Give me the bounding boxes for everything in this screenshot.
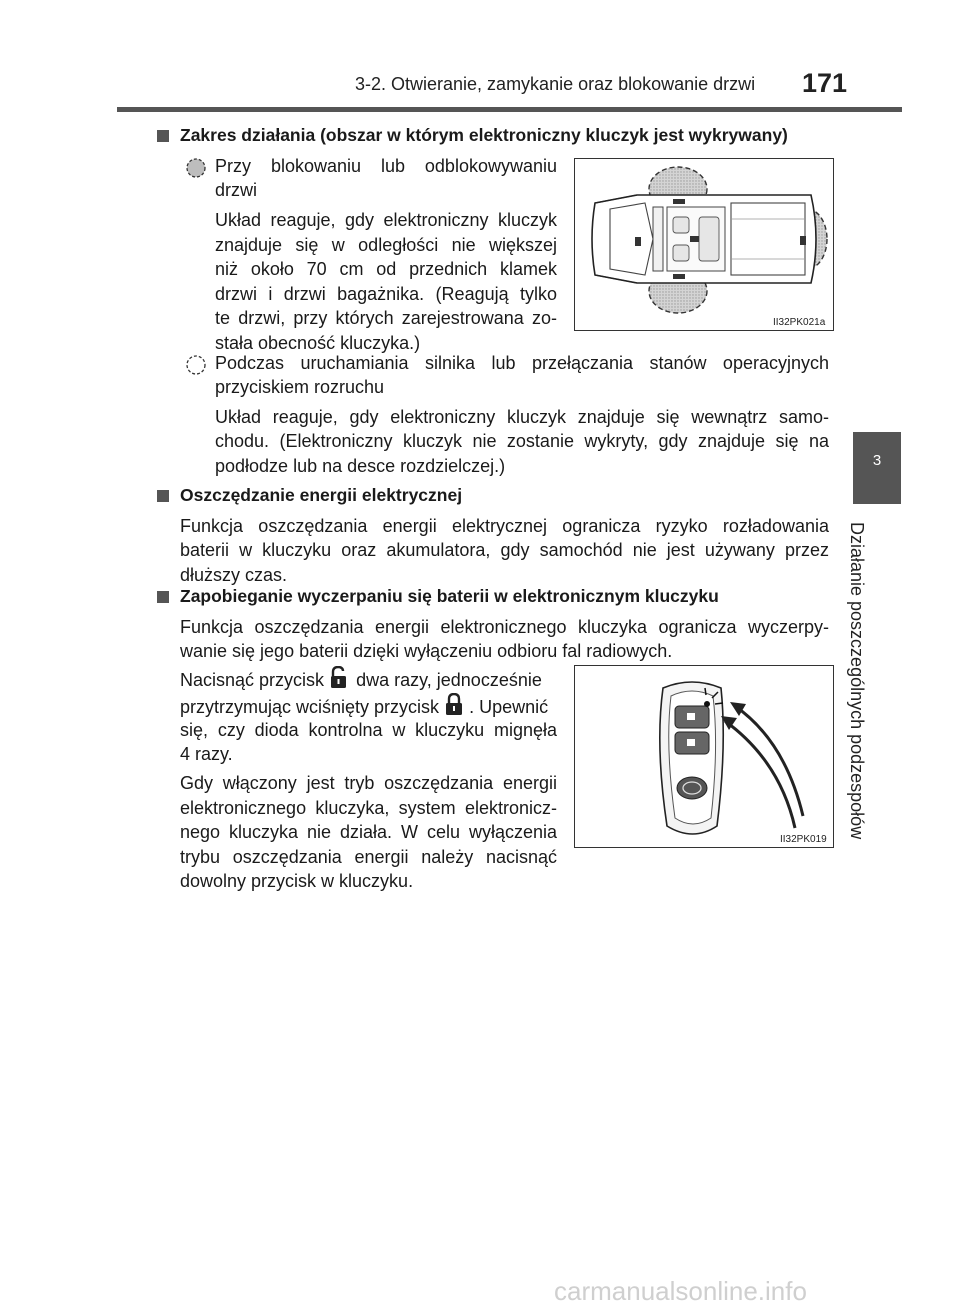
section-title: 3-2. Otwieranie, zamykanie oraz blokowanie drzwi bbox=[355, 74, 756, 94]
chapter-title: Działanie poszczególnych podzespołów bbox=[847, 522, 867, 840]
item1-body-line: stała obecność kluczyka.) bbox=[215, 333, 421, 353]
instruction-line: się, czy dioda kontrolna w kluczyku mignęła bbox=[180, 720, 557, 740]
instruction-line bbox=[180, 666, 560, 693]
electronic-key-illustration bbox=[575, 666, 832, 846]
circle-bullet-icon bbox=[185, 354, 207, 376]
vehicle-top-view-illustration bbox=[575, 159, 832, 329]
item2-body-line: chodu. (Elektroniczny kluczyk nie zostanie wykryty, gdy znajduje się na bbox=[215, 431, 829, 451]
range-heading: Zakres działania (obszar w którym elektroniczny kluczyk jest wykrywany) bbox=[180, 125, 788, 145]
circle-bullet-icon bbox=[185, 157, 207, 179]
item2-title-line1: Podczas uruchamiania silnika lub przełączania stanów operacyjnych bbox=[215, 353, 829, 373]
note-line: dowolny przycisk w kluczyku. bbox=[180, 871, 414, 891]
unlock-icon bbox=[329, 666, 351, 690]
chapter-tab bbox=[853, 432, 901, 504]
square-bullet bbox=[157, 591, 169, 603]
energy-saving-body: Funkcja oszczędzania energii elektrycznej ogranicza ryzyko rozładowania bbox=[180, 516, 829, 536]
item1-body-line: drzwi i drzwi bagażnika. (Reagują tylko bbox=[215, 284, 557, 304]
note-line: elektronicznego kluczyka, system elektronicz- bbox=[180, 798, 557, 818]
lock-icon bbox=[444, 693, 464, 717]
square-bullet bbox=[157, 130, 169, 142]
page-number: 171 bbox=[802, 68, 848, 98]
instruction-text: dwa razy, jednocześnie bbox=[356, 670, 542, 690]
figure-code: II32PK021a bbox=[773, 317, 826, 328]
item1-title-line1: Przy blokowaniu lub odblokowywaniu bbox=[215, 156, 557, 176]
key-battery-body: Funkcja oszczędzania energii elektronicznego kluczyka ogranicza wyczerpy- bbox=[180, 617, 829, 637]
note-line: Gdy włączony jest tryb oszczędzania energii bbox=[180, 773, 557, 793]
instruction-text: . Upewnić bbox=[469, 697, 549, 717]
square-bullet bbox=[157, 490, 169, 502]
chapter-number: 3 bbox=[872, 452, 882, 469]
instruction-line bbox=[180, 693, 560, 720]
key-fob-figure bbox=[574, 665, 834, 848]
item2-body-line: podłodze lub na desce rozdzielczej.) bbox=[215, 456, 506, 476]
energy-saving-body: baterii w kluczyku oraz akumulatora, gdy samochód nie jest używany przez bbox=[180, 540, 829, 560]
watermark: carmanualsonline.info bbox=[554, 1276, 807, 1306]
note-line: nego kluczyka nie działa. W celu wyłączenia bbox=[180, 822, 557, 842]
item1-body-line: Układ reaguje, gdy elektroniczny kluczyk bbox=[215, 210, 557, 230]
header-divider bbox=[117, 107, 902, 112]
instruction-text: Nacisnąć przycisk bbox=[180, 670, 325, 690]
key-battery-heading: Zapobieganie wyczerpaniu się baterii w elektronicznym kluczyku bbox=[180, 586, 719, 606]
vehicle-range-figure bbox=[574, 158, 834, 331]
note-line: trybu oszczędzania energii należy nacisnąć bbox=[180, 847, 557, 867]
item2-title-line2: przyciskiem rozruchu bbox=[215, 377, 385, 397]
energy-saving-body: dłuższy czas. bbox=[180, 565, 288, 585]
instruction-line: 4 razy. bbox=[180, 744, 233, 764]
item1-body-line: znajduje się w odległości nie większej bbox=[215, 235, 557, 255]
energy-saving-heading: Oszczędzanie energii elektrycznej bbox=[180, 485, 463, 505]
item1-body-line: te drzwi, przy których zarejestrowana zo- bbox=[215, 308, 557, 328]
figure-code: II32PK019 bbox=[780, 834, 827, 845]
item2-body-line: Układ reaguje, gdy elektroniczny kluczyk znajduje się wewnątrz samo- bbox=[215, 407, 829, 427]
instruction-text: przytrzymując wciśnięty przycisk bbox=[180, 697, 440, 717]
item1-title-line2: drzwi bbox=[215, 180, 258, 200]
item1-body-line: niż około 70 cm od przednich klamek bbox=[215, 259, 557, 279]
key-battery-body: wanie się jego baterii dzięki wyłączeniu odbioru fal radiowych. bbox=[180, 641, 673, 661]
